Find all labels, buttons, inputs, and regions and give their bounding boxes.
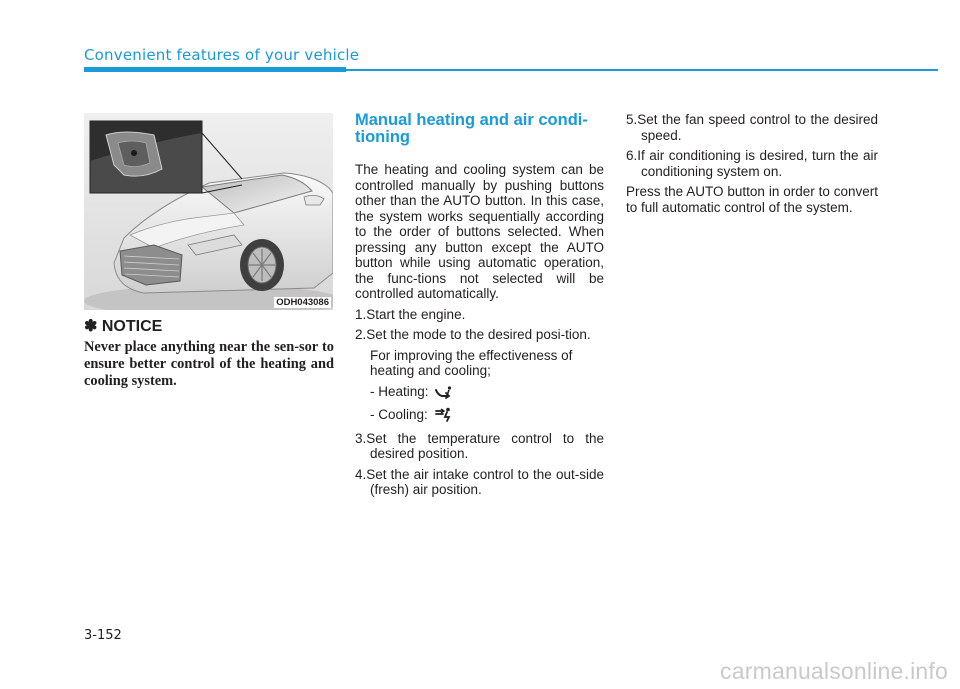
step-2: 2.Set the mode to the desired posi-tion. xyxy=(355,327,591,342)
figure-code: ODH043086 xyxy=(276,297,329,308)
closing-paragraph: Press the AUTO button in order to convert to full automatic control of the system. xyxy=(626,184,878,215)
cooling-label: - Cooling: xyxy=(370,407,428,422)
heating-label: - Heating: xyxy=(370,383,429,399)
section-heading: Manual heating and air condi-tioning xyxy=(355,111,588,146)
sensor-location-figure xyxy=(84,113,333,310)
intro-paragraph: The heating and cooling system can be controlled manually by pushing buttons other than the AUTO button. In this case, the system works sequentially according to the order of buttons selected. When pressing any button except the AUTO button while using automatic operation, the func-tions not selected will be controlled automatically. xyxy=(355,162,604,301)
page-number: 3-152 xyxy=(84,628,122,643)
notice-title: ✽ NOTICE xyxy=(84,318,163,335)
step-2-note: For improving the effectiveness of heating and cooling; xyxy=(370,347,573,378)
header-rule xyxy=(346,69,938,71)
manual-heating-column-continued xyxy=(626,112,878,220)
step-1: 1.Start the engine. xyxy=(355,306,466,322)
step-5: 5.Set the fan speed control to the desired speed. xyxy=(626,112,878,143)
step-3: 3.Set the temperature control to the desired position. xyxy=(355,430,604,461)
section-header-title: Convenient features of your vehicle xyxy=(84,46,360,64)
manual-heating-column xyxy=(355,112,604,503)
watermark: carmanualsonline.info xyxy=(720,658,948,684)
cooling-mode-line xyxy=(355,407,604,426)
step-6: 6.If air conditioning is desired, turn the air conditioning system on. xyxy=(626,148,878,179)
step-4: 4.Set the air intake control to the out-side (fresh) air position. xyxy=(355,466,604,497)
floor-mode-icon xyxy=(435,385,452,403)
notice-body: Never place anything near the sen-sor to ensure better control of the heating and cooling system. xyxy=(84,339,334,389)
face-mode-icon xyxy=(435,407,452,426)
heating-mode-line xyxy=(355,384,604,403)
header-accent-bar xyxy=(84,67,346,72)
car-sensor-illustration xyxy=(84,113,333,310)
